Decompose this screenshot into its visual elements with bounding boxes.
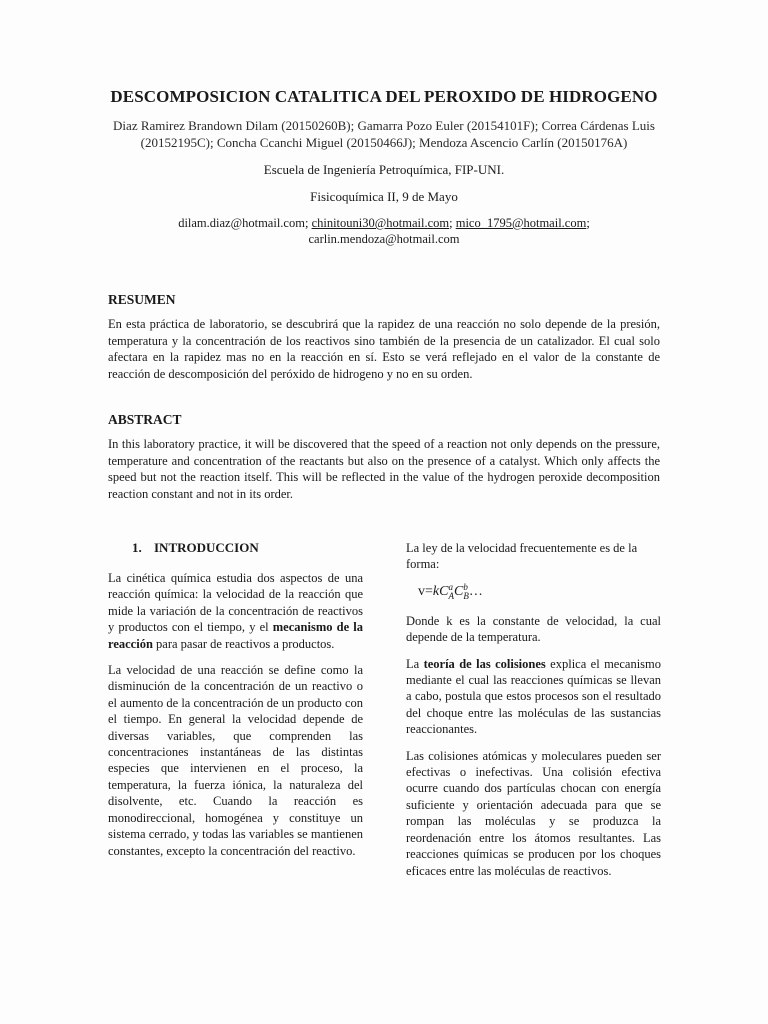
formula-ellipsis: … bbox=[468, 584, 483, 600]
resumen-section bbox=[108, 292, 660, 382]
email-link-chinitouni[interactable]: chinitouni30@hotmail.com bbox=[311, 216, 450, 230]
resumen-heading: RESUMEN bbox=[108, 292, 176, 307]
email-separator: ; bbox=[304, 216, 312, 230]
intro-p1-bold: mecanismo de la reacción bbox=[108, 620, 363, 651]
rate-law-intro: La ley de la velocidad frecuentemente es de la forma: bbox=[406, 541, 638, 572]
intro-p1-text-end: para pasar de reactivos a productos. bbox=[152, 636, 335, 651]
formula-sub-a: A bbox=[448, 590, 454, 601]
right-column bbox=[406, 540, 661, 889]
paper-title: DESCOMPOSICION CATALITICA DEL PEROXIDO DE HIDROGENO bbox=[110, 87, 658, 106]
intro-title: INTRODUCCION bbox=[154, 540, 259, 555]
collision-p3-bold: teoría de las colisiones bbox=[423, 656, 546, 671]
rate-law-formula bbox=[418, 583, 661, 601]
intro-p1-text: La cinética química estudia dos aspectos de una reacción química: la velocidad de la reacción que mide la variación de la concentración de reactivos y productos con el tiempo, y el bbox=[108, 571, 363, 635]
collision-theory-text bbox=[406, 656, 661, 738]
course-date: Fisicoquímica II, 9 de Mayo bbox=[310, 189, 458, 204]
collision-p3-text-end: explica el mecanismo mediante el cual las reacciones químicas se llevan a cabo, postula que estos procesos son el resultado del choque entre las moléculas de las sustancias reaccionantes. bbox=[406, 656, 661, 737]
email-list bbox=[108, 215, 660, 247]
rate-constant-text: Donde k es la constante de velocidad, la cual depende de la temperatura. bbox=[406, 613, 661, 645]
formula-v: v bbox=[418, 584, 425, 600]
email-separator: ; bbox=[449, 216, 456, 230]
intro-heading bbox=[132, 540, 363, 556]
intro-number: 1. bbox=[132, 540, 142, 555]
formula-exp-b: b bbox=[463, 581, 468, 592]
formula-sub-b: B bbox=[463, 590, 469, 601]
collisions-paragraph: Las colisiones atómicas y moleculares pueden ser efectivas o inefectivas. Una colisión efectiva ocurre cuando dos partículas chocan con energía suficiente y orientación adecuada para que se rompan las moléculas y se produzca la reordenación entre los átomos resultantes. Las reacciones químicas se producen por los choques eficaces entre las moléculas de reactivos. bbox=[406, 748, 661, 878]
formula-c-b: C bbox=[453, 584, 464, 600]
author-list: Diaz Ramirez Brandown Dilam (20150260B); Gamarra Pozo Euler (20154101F); Correa Cárdenas Luis (20152195C); Concha Ccanchi Miguel (20150466J); Mendoza Ascencio Carlín (20150176A) bbox=[113, 118, 655, 150]
collision-p3-text: La bbox=[406, 656, 424, 671]
intro-paragraph-1 bbox=[108, 570, 363, 652]
abstract-section bbox=[108, 412, 660, 502]
formula-equals: = bbox=[425, 584, 433, 600]
resumen-text: En esta práctica de laboratorio, se descubrirá que la rapidez de una reacción no solo depende de la presión, temperatura y la concentración de los reactivos sino también de la presencia de un catalizador. El cual solo afectara en la rapidez mas no en la reacción en sí. Esto se verá reflejado en el valor de la constante de reacción de descomposición del peróxido de hidrogeno y no en su orden. bbox=[108, 317, 660, 381]
intro-paragraph-2: La velocidad de una reacción se define como la disminución de la concentración de un reactivo o el aumento de la concentración de un producto con el tiempo. En general la velocidad depende de diversas variables, que comprenden las concentraciones instantáneas de las distintas especies que intervienen en el proceso, la temperatura, la fuerza iónica, la naturaleza del disolvente, etc. Cuando la reacción es monodireccional, homogénea y constituye un sistema cerrado, y todas las variables se mantienen constantes, excepto la concentración del reactivo. bbox=[108, 663, 363, 858]
email-link-mico[interactable]: mico_1795@hotmail.com bbox=[455, 216, 587, 230]
abstract-text: In this laboratory practice, it will be discovered that the speed of a reaction not only depends on the pressure, temperature and concentration of the reactants but also on the presence of a catalyst. Which only affects the speed but not the reaction itself. This will be reflected in the value of the hydrogen peroxide decomposition reaction constant and not in its order. bbox=[108, 437, 660, 501]
left-column bbox=[108, 540, 363, 869]
affiliation: Escuela de Ingeniería Petroquímica, FIP-UNI. bbox=[263, 162, 505, 177]
email-mendoza: carlin.mendoza@hotmail.com bbox=[308, 232, 460, 246]
formula-k: k bbox=[432, 584, 440, 600]
email-separator: ; bbox=[586, 216, 590, 230]
formula-exp-a: a bbox=[448, 581, 453, 592]
abstract-heading: ABSTRACT bbox=[108, 412, 182, 427]
paper-header bbox=[108, 86, 660, 247]
email-diaz: dilam.diaz@hotmail.com bbox=[178, 216, 305, 230]
formula-c-a: C bbox=[439, 584, 449, 600]
